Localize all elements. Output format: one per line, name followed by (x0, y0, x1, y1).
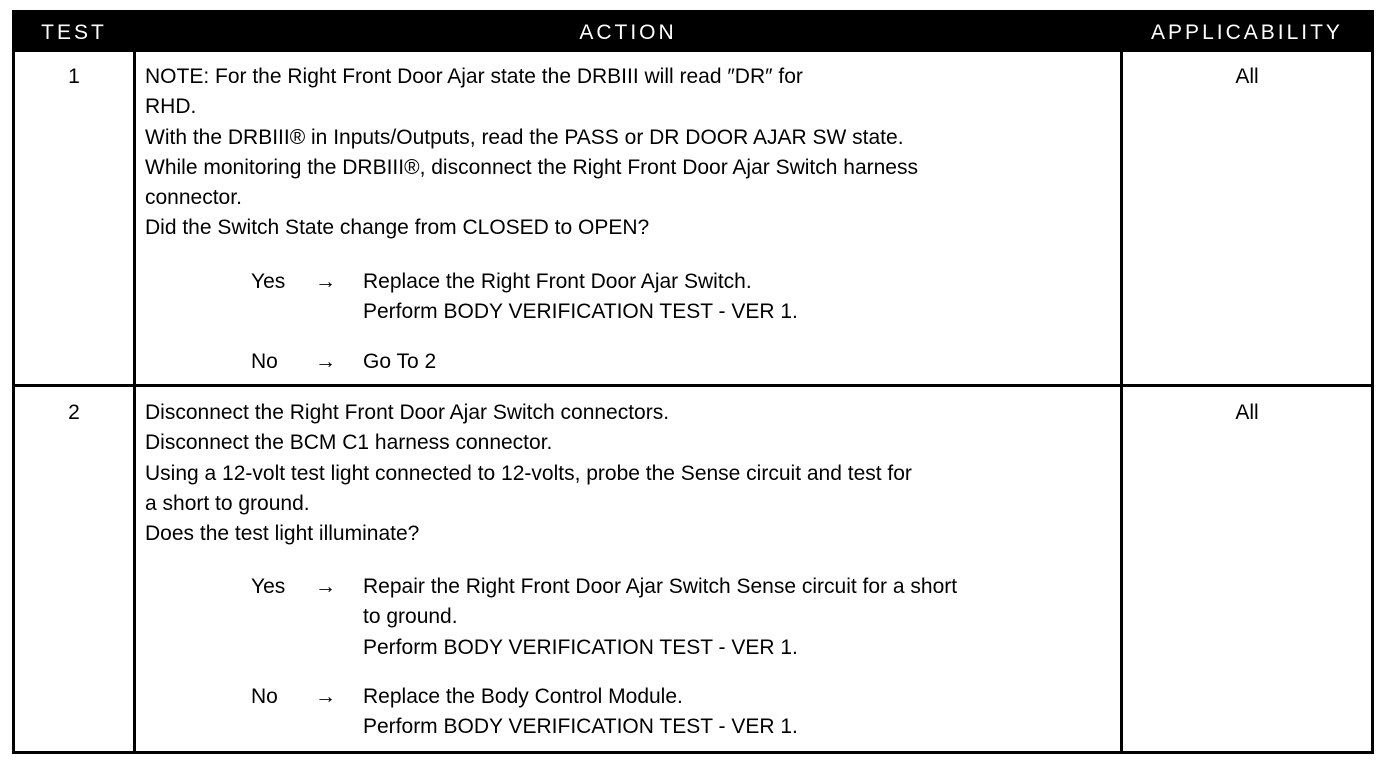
diagnostic-test-table (12, 10, 1374, 754)
action-line: RHD. (145, 95, 197, 119)
header-test: TEST (41, 21, 107, 44)
result-line: Go To 2 (363, 350, 437, 373)
action-line: Disconnect the BCM C1 harness connector. (145, 431, 553, 455)
right-arrow-icon: → (315, 350, 336, 373)
right-arrow-icon: → (315, 685, 336, 708)
action-line: Does the test light illuminate? (145, 522, 420, 546)
no-result (363, 682, 798, 743)
right-arrow-icon: → (315, 575, 336, 598)
result-line: Perform BODY VERIFICATION TEST - VER 1. (363, 635, 798, 659)
no-result (363, 347, 436, 377)
action-line: NOTE: For the Right Front Door Ajar state the DRBIII will read ″DR″ for (145, 65, 803, 88)
right-arrow-icon: → (315, 270, 336, 293)
result-line: Replace the Body Control Module. (363, 685, 683, 708)
result-line: Perform BODY VERIFICATION TEST - VER 1. (363, 300, 798, 324)
result-line: to ground. (363, 605, 458, 629)
action-line: Disconnect the Right Front Door Ajar Switch connectors. (145, 401, 670, 424)
action-line: With the DRBIII® in Inputs/Outputs, read the PASS or DR DOOR AJAR SW state. (145, 125, 904, 149)
action-text (145, 62, 1117, 244)
result-line: Replace the Right Front Door Ajar Switch. (363, 270, 752, 293)
header-action: ACTION (579, 21, 677, 44)
yes-label: Yes (251, 270, 286, 293)
test-number: 1 (68, 65, 80, 88)
action-line: While monitoring the DRBIII®, disconnect the Right Front Door Ajar Switch harness (145, 155, 918, 179)
yes-label: Yes (251, 575, 286, 598)
column-divider-action (1120, 13, 1123, 751)
test-number: 2 (68, 401, 80, 424)
yes-result (363, 572, 957, 663)
no-label: No (251, 350, 278, 373)
applicability-value: All (1235, 401, 1259, 424)
column-divider-test (133, 13, 136, 751)
row-divider (15, 384, 1371, 387)
action-line: Did the Switch State change from CLOSED to OPEN? (145, 216, 650, 240)
action-line: Using a 12-volt test light connected to 12-volts, probe the Sense circuit and test for (145, 461, 912, 485)
action-line: connector. (145, 186, 242, 210)
no-label: No (251, 685, 278, 708)
result-line: Repair the Right Front Door Ajar Switch Sense circuit for a short (363, 575, 958, 598)
action-text (145, 398, 1117, 549)
result-line: Perform BODY VERIFICATION TEST - VER 1. (363, 715, 798, 739)
action-line: a short to ground. (145, 491, 310, 515)
table-header (15, 13, 1371, 52)
yes-result (363, 267, 798, 328)
header-applicability: APPLICABILITY (1151, 21, 1343, 44)
applicability-value: All (1235, 65, 1259, 88)
